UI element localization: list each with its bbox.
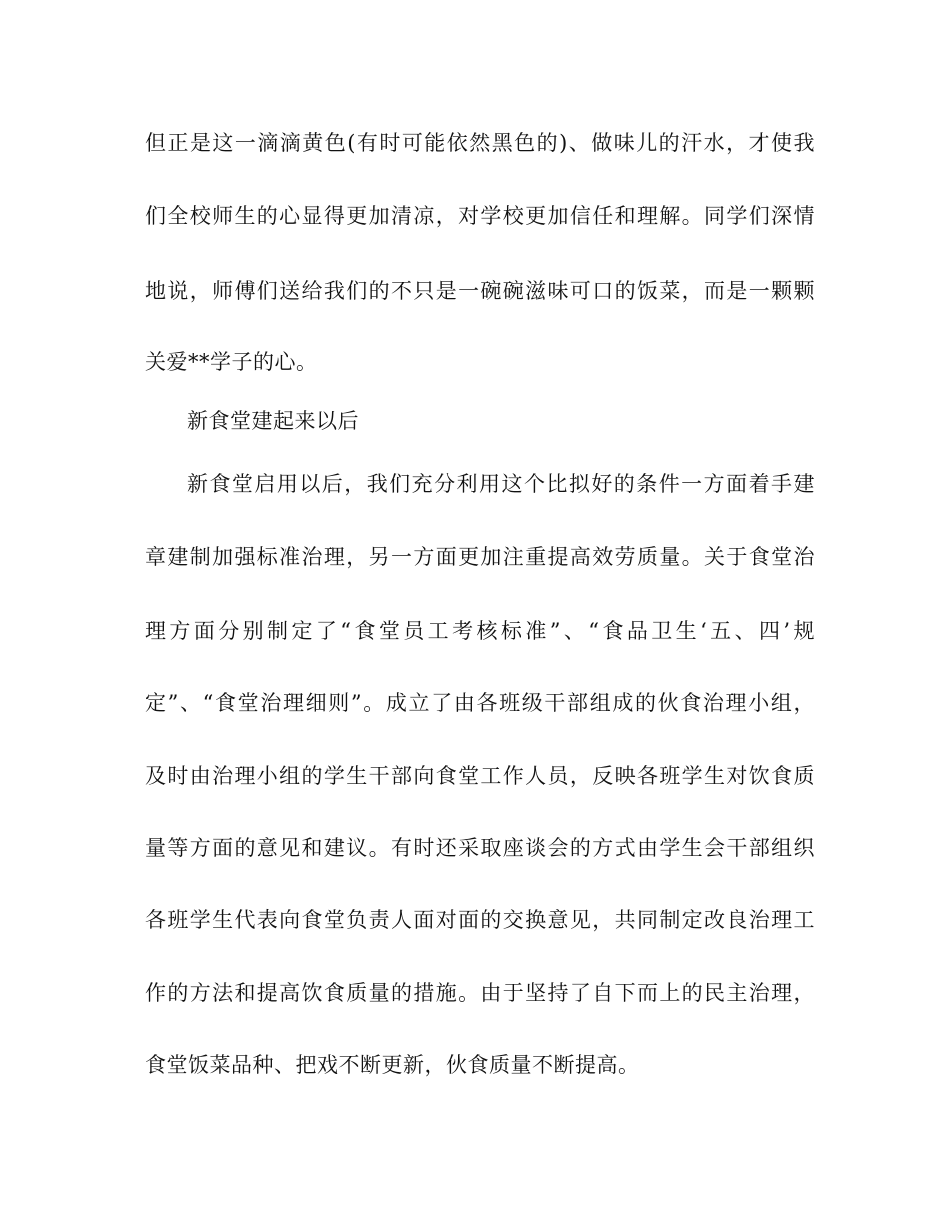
text-line: 关爱**学子的心。 [145,350,318,374]
text-line: 章建制加强标准治理，另一方面更加注重提高效劳质量。关于食堂治 [145,545,815,569]
section-heading: 新食堂建起来以后 [187,409,359,433]
text-line: 作的方法和提高饮食质量的措施。由于坚持了自下而上的民主治理， [145,981,815,1005]
text-line: 但正是这一滴滴黄色(有时可能依然黑色的)、做味儿的汗水，才使我 [145,131,815,155]
text-line: 理方面分别制定了“食堂员工考核标准”、“食品卫生‘五、四’规 [145,619,815,643]
text-line: 量等方面的意见和建议。有时还采取座谈会的方式由学生会干部组织 [145,836,815,860]
text-line: 各班学生代表向食堂负责人面对面的交换意见，共同制定改良治理工 [145,908,815,932]
text-line: 新食堂启用以后，我们充分利用这个比拟好的条件一方面着手建 [187,472,815,496]
text-line: 们全校师生的心显得更加清凉，对学校更加信任和理解。同学们深情 [145,204,815,228]
text-line: 地说，师傅们送给我们的不只是一碗碗滋味可口的饭菜，而是一颗颗 [145,279,815,303]
text-line: 定”、“食堂治理细则”。成立了由各班级干部组成的伙食治理小组， [145,691,815,715]
text-line: 食堂饭菜品种、把戏不断更新，伙食质量不断提高。 [145,1053,640,1077]
text-line: 及时由治理小组的学生干部向食堂工作人员，反映各班学生对饮食质 [145,764,815,788]
